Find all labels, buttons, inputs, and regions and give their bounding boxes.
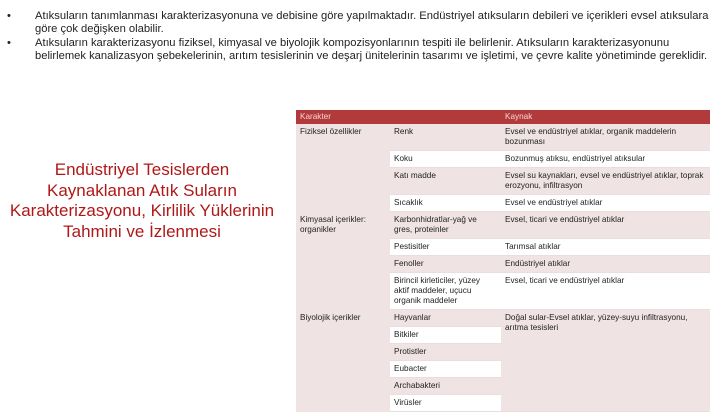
source-cell: Evsel, ticari ve endüstriyel atıklar	[501, 212, 710, 239]
parameter-cell: Protistler	[390, 344, 501, 361]
source-cell: Doğal sular-Evsel atıklar, yüzey-suyu infiltrasyonu, arıtma tesisleri	[501, 310, 710, 412]
parameter-cell: Sıcaklık	[390, 195, 501, 212]
table-header-row	[296, 110, 710, 124]
parameter-cell: Karbonhidratlar-yağ ve gres, proteinler	[390, 212, 501, 239]
parameter-cell: Katı madde	[390, 168, 501, 195]
table-row	[296, 310, 710, 327]
bullet-item	[6, 37, 714, 64]
source-cell: Evsel, ticari ve endüstriyel atıklar	[501, 273, 710, 310]
parameter-cell: Virüsler	[390, 395, 501, 412]
parameter-cell: Pestisitler	[390, 239, 501, 256]
header-source: Kaynak	[501, 110, 710, 124]
source-cell: Evsel su kaynakları, evsel ve endüstriyel atıklar, toprak erozyonu, infiltrasyon	[501, 168, 710, 195]
parameter-cell: Renk	[390, 124, 501, 151]
table-row	[296, 124, 710, 151]
bullet-text: Atıksuların karakterizasyonu fiziksel, kimyasal ve biyolojik kompozisyonlarının tespiti ile belirlenir. Atıksuların karakterizasyonunu belirlemek kanalizasyon şebekelerinin, arıtım tesislerinin ve deşarj ünitelerinin tasarımı ve işletimi, ve çevre kalite yönetiminde gereklidir.	[35, 36, 708, 63]
source-cell: Tarımsal atıklar	[501, 239, 710, 256]
bullet-text: Atıksuların tanımlanması karakterizasyonuna ve debisine göre yapılmaktadır. Endüstriyel atıksuların debileri ve içerikleri evsel atıksulara göre çok değişken olabilir.	[35, 10, 709, 36]
bullet-list	[6, 10, 714, 64]
source-cell: Evsel ve endüstriyel atıklar, organik maddelerin bozunması	[501, 124, 710, 151]
parameter-cell: Eubacter	[390, 361, 501, 378]
header-character: Karakter	[296, 110, 390, 124]
group-label: Kimyasal içerikler: organikler	[296, 212, 390, 310]
parameter-cell: Hayvanlar	[390, 310, 501, 327]
parameter-cell: Koku	[390, 151, 501, 168]
slide-title: Endüstriyel Tesislerden Kaynaklanan Atık Suların Karakterizasyonu, Kirlilik Yüklerinin Tahmini ve İzlenmesi	[9, 160, 275, 241]
group-label: Fiziksel özellikler	[296, 124, 390, 212]
characterization-table	[296, 110, 710, 412]
bullet-marker: •	[7, 36, 11, 49]
table-row	[296, 212, 710, 239]
bullet-item	[6, 10, 714, 37]
header-parameter	[390, 110, 501, 124]
parameter-cell: Birincil kirleticiler, yüzey aktif maddeler, uçucu organik maddeler	[390, 273, 501, 310]
source-cell: Bozunmuş atıksu, endüstriyel atıksular	[501, 151, 710, 168]
source-cell: Evsel ve endüstriyel atıklar	[501, 195, 710, 212]
bullet-marker: •	[7, 10, 11, 22]
source-cell: Endüstriyel atıklar	[501, 256, 710, 273]
parameter-cell: Fenoller	[390, 256, 501, 273]
group-label: Biyolojik içerikler	[296, 310, 390, 412]
parameter-cell: Bitkiler	[390, 327, 501, 344]
parameter-cell: Archabakteri	[390, 378, 501, 395]
